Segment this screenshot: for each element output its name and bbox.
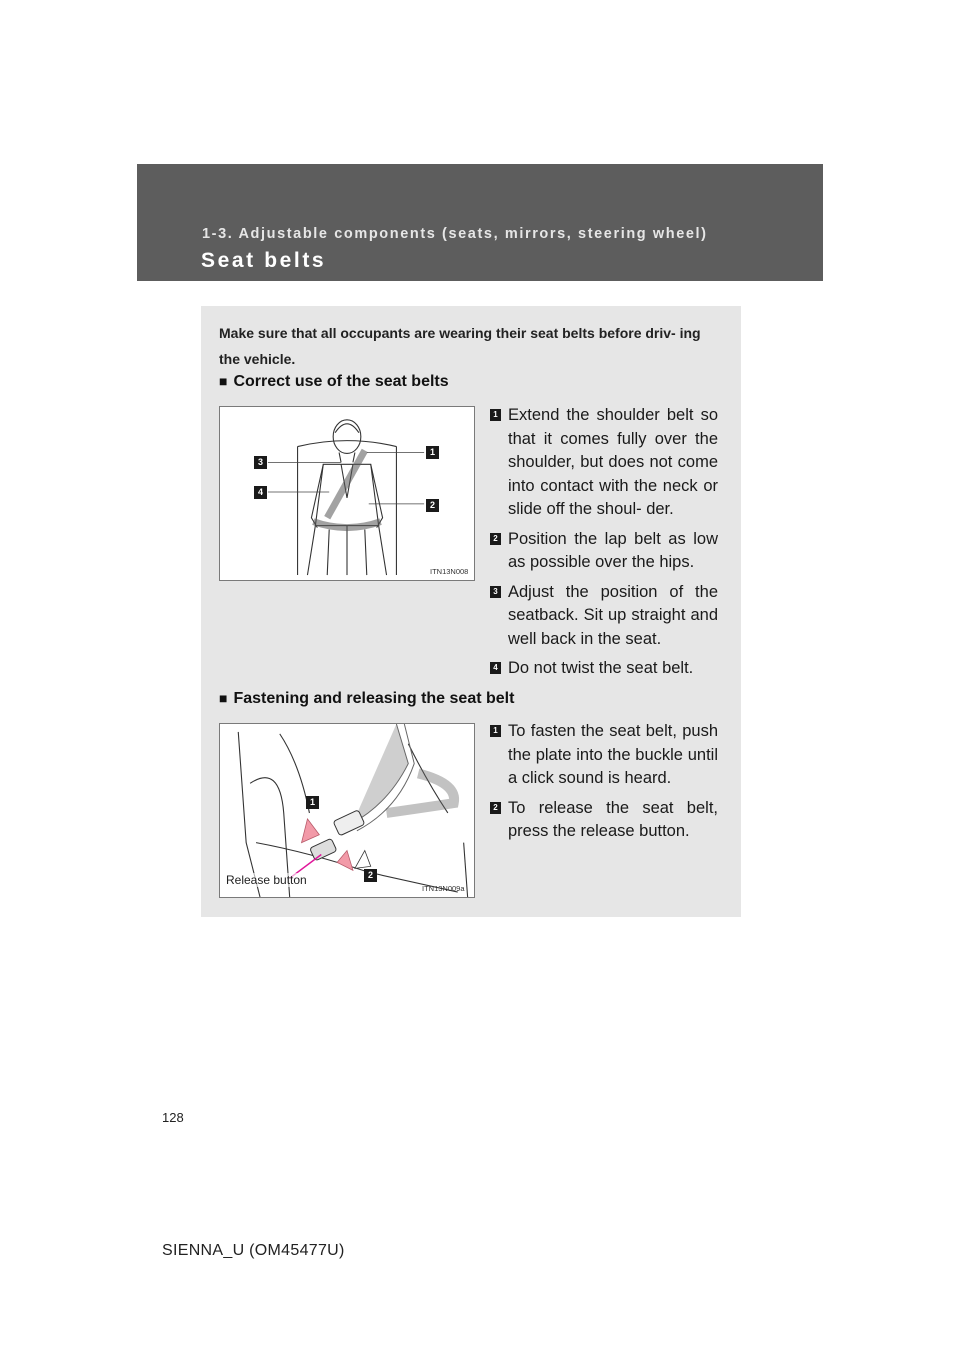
steps-correct-use	[490, 404, 718, 687]
square-bullet-icon: ■	[219, 373, 228, 389]
step-number-badge: 3	[490, 586, 501, 598]
document-code: SIENNA_U (OM45477U)	[162, 1242, 345, 1259]
step-text: Extend the shoulder belt so that it comes fully over the shoulder, but does not come into contact with the neck or slide off the shoul- der.	[508, 406, 718, 518]
step-item	[490, 720, 718, 791]
step-item	[490, 581, 718, 652]
callout-3: 3	[254, 456, 267, 469]
step-number-badge: 2	[490, 802, 501, 814]
callout-1: 1	[306, 796, 319, 809]
step-item	[490, 528, 718, 575]
section-label: 1-3. Adjustable components (seats, mirrors, steering wheel)	[202, 226, 708, 242]
page-title: Seat belts	[201, 249, 327, 272]
callout-2: 2	[426, 499, 439, 512]
step-number-badge: 2	[490, 533, 501, 545]
subheading-text: Fastening and releasing the seat belt	[233, 690, 515, 707]
step-text: Do not twist the seat belt.	[508, 659, 694, 677]
figure-code: ITN13N008	[430, 567, 469, 576]
subheading-correct-use	[219, 373, 449, 391]
square-bullet-icon: ■	[219, 690, 228, 706]
steps-fastening	[490, 720, 718, 850]
step-number-badge: 1	[490, 725, 501, 737]
subheading-fastening	[219, 690, 514, 708]
illustration-seated-person	[219, 406, 475, 581]
step-number-badge: 4	[490, 662, 501, 674]
step-text: To fasten the seat belt, push the plate into the buckle until a click sound is heard.	[508, 722, 718, 787]
step-text: Position the lap belt as low as possible over the hips.	[508, 529, 718, 571]
callout-1: 1	[426, 446, 439, 459]
step-item	[490, 797, 718, 844]
step-number-badge: 1	[490, 409, 501, 421]
illustration-buckle	[219, 723, 475, 898]
step-item	[490, 404, 718, 522]
buckle-drawing	[220, 724, 474, 897]
callout-4: 4	[254, 486, 267, 499]
page-number: 128	[162, 1110, 184, 1125]
figure-code: ITN13N009a	[422, 884, 465, 893]
callout-2: 2	[364, 869, 377, 882]
intro-text: Make sure that all occupants are wearing their seat belts before driv- ing the vehicle.	[219, 325, 701, 367]
release-button-label: Release button	[226, 873, 307, 887]
step-text: To release the seat belt, press the release button.	[508, 798, 718, 840]
subheading-text: Correct use of the seat belts	[233, 373, 449, 390]
step-item	[490, 657, 718, 681]
step-text: Adjust the position of the seatback. Sit up straight and well back in the seat.	[508, 582, 718, 648]
